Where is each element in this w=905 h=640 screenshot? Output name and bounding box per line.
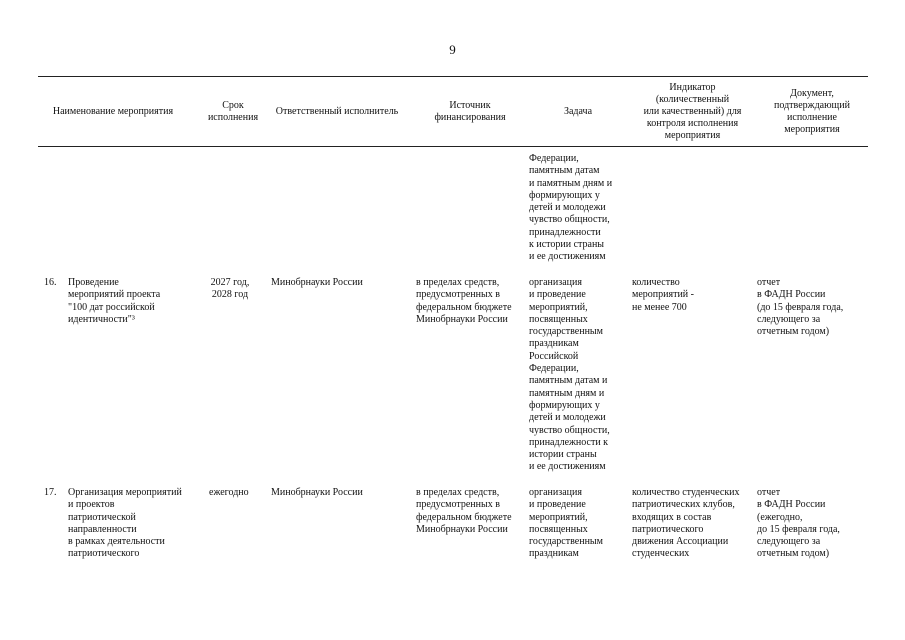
page-number: 9 — [449, 42, 456, 57]
row-source: в пределах средств, предусмотренных в федеральном бюджете Минобрнауки России — [416, 487, 512, 535]
header-executor: Ответственный исполнитель — [275, 105, 399, 117]
row-name: Организация мероприятий и проектов патриотической направленности в рамках деятельности патриотического — [68, 487, 182, 560]
row-source: в пределах средств, предусмотренных в федеральном бюджете Минобрнауки России — [416, 277, 512, 325]
row-document: отчет в ФАДН России (ежегодно, до 15 февраля года, следующего за отчетным годом) — [757, 487, 840, 560]
header-task: Задача — [563, 105, 593, 117]
row-number: 16. — [44, 277, 57, 288]
row-term: ежегодно — [209, 487, 249, 498]
header-document: Документ, подтверждающий исполнение мероприятия — [774, 87, 850, 135]
row-indicator: количество студенческих патриотических клубов, входящих в состав патриотического движения Ассоциации студенческих — [632, 487, 740, 560]
row-term: 2027 год, 2028 год — [210, 277, 250, 301]
row-document: отчет в ФАДН России (до 15 февраля года, следующего за отчетным годом) — [757, 277, 844, 338]
header-indicator: Индикатор (количественный или качественный) для контроля исполнения мероприятия — [643, 81, 742, 141]
row-number: 17. — [44, 487, 57, 498]
row-name: Проведение мероприятий проекта "100 дат российской идентичности"³ — [68, 277, 161, 325]
header-name: Наименование мероприятия — [52, 105, 174, 117]
row-executor: Минобрнауки России — [271, 277, 363, 288]
header-source: Источник финансирования — [434, 99, 506, 123]
row-task: организация и проведение мероприятий, посвященных государственным праздникам — [529, 487, 603, 560]
table-header — [38, 76, 868, 147]
row-task: организация и проведение мероприятий, посвященных государственным праздникам Российской Федерации, памятным датам и памятным дням и формирующих у детей и молодежи чувство общности, принадлежности к истории страны и ее достижениям — [529, 277, 610, 473]
header-term: Срок исполнения — [207, 99, 259, 123]
row-indicator: количество мероприятий - не менее 700 — [632, 277, 694, 313]
continuation-task: Федерации, памятным датам и памятным дням и формирующих у детей и молодежи чувство общности, принадлежности к истории страны и ее достижениям — [529, 153, 613, 263]
row-executor: Минобрнауки России — [271, 487, 363, 498]
